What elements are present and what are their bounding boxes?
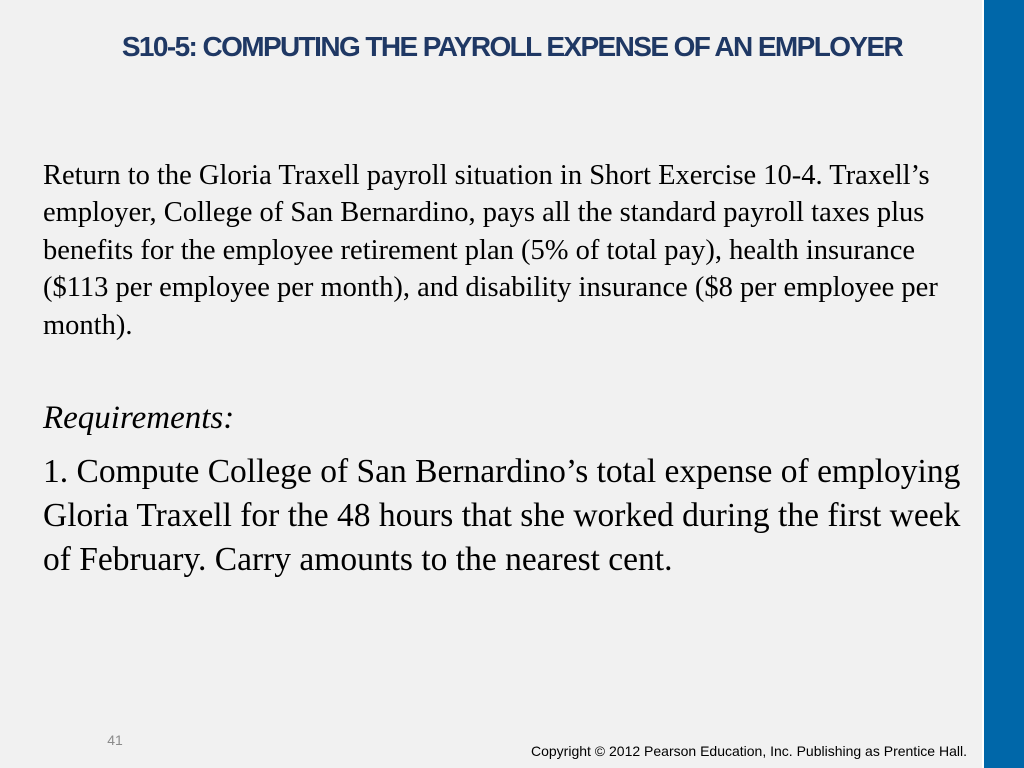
exercise-description: Return to the Gloria Traxell payroll situation in Short Exercise 10-4. Traxell’s employer, College of San Bernardino, pays all the standard payroll taxes plus benefits for the employee retirement plan (5% of total pay), health insurance ($113 per employee per month), and disability insurance ($8 per employee per month). bbox=[43, 160, 938, 341]
requirements-heading: Requirements: bbox=[43, 400, 235, 436]
page-number: 41 bbox=[107, 732, 123, 748]
slide-title: S10-5: COMPUTING THE PAYROLL EXPENSE OF AN EMPLOYER bbox=[121, 31, 903, 62]
copyright-notice: Copyright © 2012 Pearson Education, Inc. Publishing as Prentice Hall. bbox=[530, 743, 967, 759]
requirement-item: 1. Compute College of San Bernardino’s total expense of employing Gloria Traxell for the 48 hours that she worked during the first week of February. Carry amounts to the nearest cent. bbox=[43, 453, 961, 578]
decorative-side-bar bbox=[982, 0, 1024, 768]
